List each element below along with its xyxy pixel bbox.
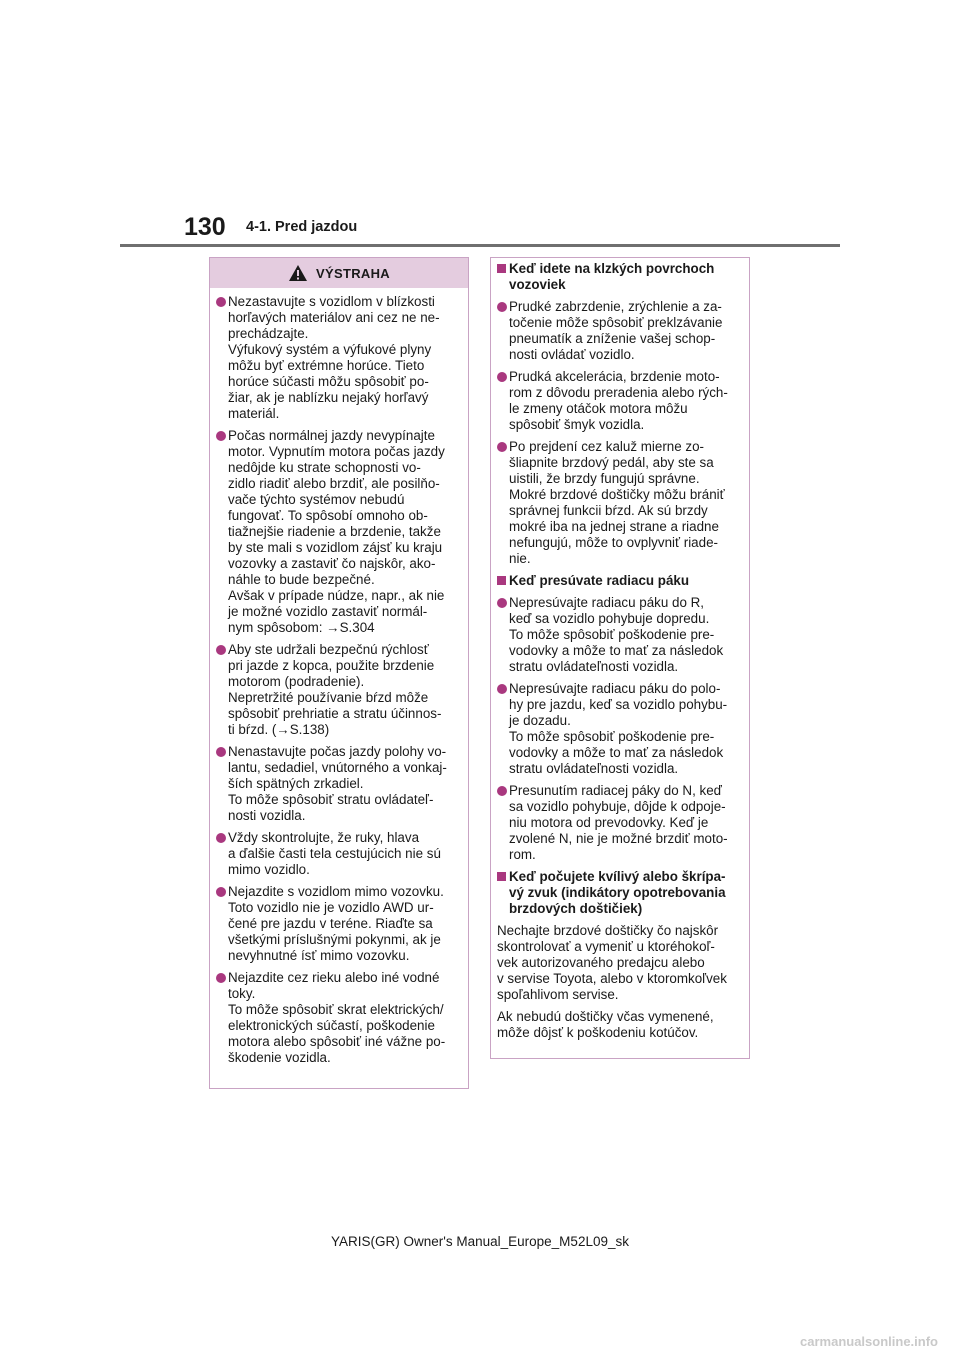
warning-triangle-icon (288, 264, 308, 282)
section-title: 4-1. Pred jazdou (246, 219, 358, 235)
paragraph: Ak nebudú doštičky včas vymenené, môže dôjsť k poškodeniu kotúčov. (497, 1009, 714, 1040)
warning-item-offroad: Nejazdite s vozidlom mimo vozovku. Toto vozidlo nie je vozidlo AWD ur- čené pre jazdu v teréne. Riaďte sa všetkými príslušnými pokynmi, ak je nevyhnutné ísť mimo vozovku. (216, 884, 463, 964)
footer-text: YARIS(GR) Owner's Manual_Europe_M52L09_sk (331, 1234, 629, 1249)
list-item: Prudká akcelerácia, brzdenie moto- rom z dôvodu preradenia alebo rých- le zmeny otáčok motora môžu spôsobiť šmyk vozidla. (497, 369, 744, 433)
warning-item-engine-braking: Aby ste udržali bezpečnú rýchlosť pri jazde z kopca, použite brzdenie motorom (podradenie). Nepretržité používanie bŕzd môže spôsobiť prehriatie a stratu účinnos- ti bŕzd. (→S.138) (216, 642, 463, 738)
warning-item-adjustments: Nenastavujte počas jazdy polohy vo- lantu, sedadiel, vnútorného a vonkaj- ších spätných zrkadiel. To môže spôsobiť stratu ovládateľ- nosti vozidla. (216, 744, 463, 824)
warning-item-body-parts: Vždy skontrolujte, že ruky, hlava a ďalšie časti tela cestujúcich nie sú mimo vozidlo. (216, 830, 463, 878)
section-heading-brake-noise: Keď počujete kvílivý alebo škrípa- vý zvuk (indikátory opotrebovania brzdových doštičiek) (497, 869, 744, 917)
page-number: 130 (184, 213, 226, 241)
list-item: Nepresúvajte radiacu páku do polo- hy pre jazdu, keď sa vozidlo pohybu- je dozadu. To môže spôsobiť poškodenie pre- vodovky a môže to mať za následok stratu ovládateľnosti vozidla. (497, 681, 744, 777)
section-heading-slippery: Keď idete na klzkých povrchoch vozoviek (497, 261, 744, 293)
section-heading-shift-lever: Keď presúvate radiacu páku (497, 573, 744, 589)
list-item: Nepresúvajte radiacu páku do R, keď sa vozidlo pohybuje dopredu. To môže spôsobiť poškodenie pre- vodovky a môže to mať za následok stratu ovládateľnosti vozidla. (497, 595, 744, 675)
warning-item-water: Nejazdite cez rieku alebo iné vodné toky. To môže spôsobiť skrat elektrických/ elektronických súčastí, poškodenie motora alebo spôsobiť iné vážne po- škodenie vozidla. (216, 970, 463, 1066)
caution-box (490, 257, 750, 1059)
warning-header (210, 258, 468, 288)
list-item: Presunutím radiacej páky do N, keď sa vozidlo pohybuje, dôjde k odpoje- niu motora od prevodovky. Keď je zvolené N, nie je možné brzdiť moto- rom. (497, 783, 744, 863)
header-rule (120, 244, 840, 247)
list-item: Prudké zabrzdenie, zrýchlenie a za- točenie môže spôsobiť preklzávanie pneumatík a zníženie vašej schop- nosti ovládať vozidlo. (497, 299, 744, 363)
watermark: carmanualsonline.info (800, 1334, 938, 1349)
warning-title: VÝSTRAHA (316, 265, 390, 281)
warning-box (209, 257, 469, 1089)
paragraph: Nechajte brzdové doštičky čo najskôr skontrolovať a vymeniť u ktoréhokoľ- vek autorizovaného predajcu alebo v servise Toyota, alebo v ktoromkoľvek spoľahlivom servise. (497, 923, 727, 1002)
warning-item-engine-off: Počas normálnej jazdy nevypínajte motor. Vypnutím motora počas jazdy nedôjde ku strate schopnosti vo- zidlo riadiť alebo brzdiť, ale posilňo- vače týchto systémov nebudú fungovať. To spôsobí omnoho ob- tiažnejšie riadenie a brzdenie, takže by ste mali s vozidlom zájsť ku kraju vozovky a zastaviť čo najskôr, ako- náhle to bude bezpečné. Avšak v prípade núdze, napr., ak nie je možné vozidlo zastaviť normál- nym spôsobom: →S.304 (216, 428, 463, 636)
warning-item-fire: Nezastavujte s vozidlom v blízkosti horľavých materiálov ani cez ne ne- prechádzajte. Výfukový systém a výfukové plyny môžu byť extrémne horúce. Tieto horúce súčasti môžu spôsobiť po- žiar, ak je nablízku nejaký horľavý materiál. (216, 294, 463, 422)
list-item: Po prejdení cez kaluž mierne zo- šliapnite brzdový pedál, aby ste sa uistili, že brzdy fungujú správne. Mokré brzdové doštičky môžu brániť správnej funkcii bŕzd. Ak sú brzdy mokré iba na jednej strane a riadne nefungujú, môže to ovplyvniť riade- nie. (497, 439, 744, 567)
